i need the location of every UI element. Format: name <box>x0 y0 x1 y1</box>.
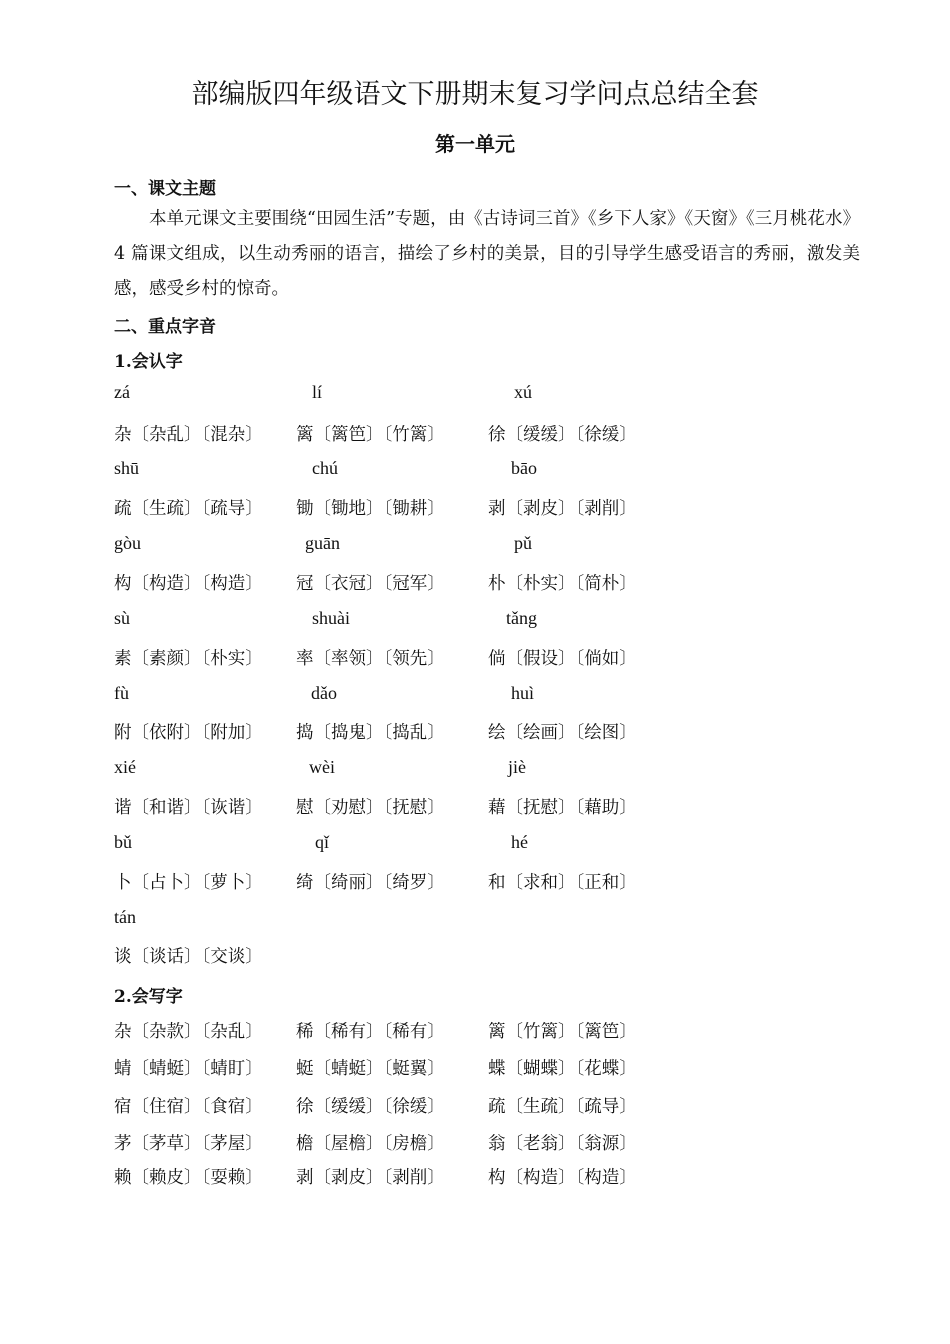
word-row <box>114 421 874 445</box>
word-entry: 杂〔杂款〕〔杂乱〕 <box>114 1022 263 1042</box>
word-entry: 绮〔绮丽〕〔绮罗〕 <box>296 873 445 893</box>
pinyin-row <box>114 907 874 931</box>
word-entry: 疏〔生疏〕〔疏导〕 <box>114 499 263 519</box>
word-entry: 素〔素颜〕〔朴实〕 <box>114 649 263 669</box>
word-entry: 倘〔假设〕〔倘如〕 <box>488 649 637 669</box>
word-entry: 谈〔谈话〕〔交谈〕 <box>114 947 263 967</box>
section-heading-pronunciation: 二、重点字音 <box>114 317 216 337</box>
pinyin: huì <box>511 683 535 703</box>
pinyin: pǔ <box>514 533 532 553</box>
pinyin: shuài <box>312 608 350 628</box>
word-row <box>114 719 874 743</box>
word-row <box>114 1018 874 1042</box>
word-entry: 慰〔劝慰〕〔抚慰〕 <box>296 798 445 818</box>
word-entry: 蝶〔蝴蝶〕〔花蝶〕 <box>488 1059 637 1079</box>
word-entry: 绘〔绘画〕〔绘图〕 <box>488 723 637 743</box>
unit-heading: 第一单元 <box>435 132 515 156</box>
subheading-recognize: 1.会认字 <box>114 352 183 372</box>
word-entry: 檐〔屋檐〕〔房檐〕 <box>296 1134 445 1154</box>
pinyin-row <box>114 832 874 856</box>
pinyin: zá <box>114 382 130 402</box>
pinyin-row <box>114 382 874 406</box>
word-entry: 构〔构造〕〔构造〕 <box>488 1168 637 1188</box>
word-entry: 朴〔朴实〕〔简朴〕 <box>488 574 637 594</box>
word-row <box>114 794 874 818</box>
word-entry: 篱〔竹篱〕〔篱笆〕 <box>488 1022 637 1042</box>
pinyin: qǐ <box>315 832 330 852</box>
word-entry: 构〔构造〕〔构造〕 <box>114 574 263 594</box>
word-entry: 冠〔衣冠〕〔冠军〕 <box>296 574 445 594</box>
word-row <box>114 1055 874 1079</box>
document-title: 部编版四年级语文下册期末复习学问点总结全套 <box>191 79 759 110</box>
word-entry: 稀〔稀有〕〔稀有〕 <box>296 1022 445 1042</box>
pinyin-row <box>114 757 874 781</box>
theme-paragraph: 本单元课文主要围绕“田园生活”专题，由《古诗词三首》《乡下人家》《天窗》《三月桃花水》4 篇课文组成，以生动秀丽的语言，描绘了乡村的美景，目的引导学生感受语言的秀丽，激发美感，感受乡村的惊奇。 <box>114 209 860 299</box>
pinyin: dǎo <box>311 683 337 703</box>
word-row <box>114 495 874 519</box>
word-row <box>114 645 874 669</box>
word-entry: 剥〔剥皮〕〔剥削〕 <box>296 1168 445 1188</box>
word-entry: 藉〔抚慰〕〔藉助〕 <box>488 798 637 818</box>
word-entry: 蜓〔蜻蜓〕〔蜓翼〕 <box>296 1059 445 1079</box>
pinyin-row <box>114 458 874 482</box>
pinyin: tán <box>114 907 136 927</box>
word-entry: 附〔依附〕〔附加〕 <box>114 723 263 743</box>
pinyin: sù <box>114 608 131 628</box>
pinyin: bǔ <box>114 832 132 852</box>
word-entry: 徐〔缓缓〕〔徐缓〕 <box>296 1097 445 1117</box>
pinyin: xié <box>114 757 136 777</box>
word-entry: 卜〔占卜〕〔萝卜〕 <box>114 873 263 893</box>
word-entry: 赖〔赖皮〕〔耍赖〕 <box>114 1168 263 1188</box>
word-entry: 和〔求和〕〔正和〕 <box>488 873 637 893</box>
pinyin: guān <box>305 533 340 553</box>
word-row <box>114 869 874 893</box>
word-entry: 谐〔和谐〕〔诙谐〕 <box>114 798 263 818</box>
word-entry: 率〔率领〕〔领先〕 <box>296 649 445 669</box>
word-entry: 疏〔生疏〕〔疏导〕 <box>488 1097 637 1117</box>
pinyin: jiè <box>508 757 526 777</box>
pinyin: chú <box>312 458 338 478</box>
word-entry: 宿〔住宿〕〔食宿〕 <box>114 1097 263 1117</box>
pinyin: gòu <box>114 533 141 553</box>
word-row <box>114 1130 874 1154</box>
pinyin: xú <box>514 382 532 402</box>
word-row <box>114 943 874 967</box>
pinyin: bāo <box>511 458 537 478</box>
subheading-write: 2.会写字 <box>114 987 183 1007</box>
word-entry: 杂〔杂乱〕〔混杂〕 <box>114 425 263 445</box>
pinyin-row <box>114 533 874 557</box>
pinyin: wèi <box>309 757 335 777</box>
pinyin: fù <box>114 683 129 703</box>
pinyin: shū <box>114 458 140 478</box>
word-row <box>114 1093 874 1117</box>
word-row <box>114 1164 874 1188</box>
word-entry: 茅〔茅草〕〔茅屋〕 <box>114 1134 263 1154</box>
word-entry: 蜻〔蜻蜓〕〔蜻盯〕 <box>114 1059 263 1079</box>
word-entry: 徐〔缓缓〕〔徐缓〕 <box>488 425 637 445</box>
word-entry: 篱〔篱笆〕〔竹篱〕 <box>296 425 445 445</box>
word-entry: 翁〔老翁〕〔翁源〕 <box>488 1134 637 1154</box>
pinyin: hé <box>511 832 528 852</box>
word-row <box>114 570 874 594</box>
section-heading-theme: 一、课文主题 <box>114 179 216 199</box>
pinyin-row <box>114 608 874 632</box>
pinyin-row <box>114 683 874 707</box>
word-entry: 捣〔捣鬼〕〔捣乱〕 <box>296 723 445 743</box>
pinyin: tǎng <box>506 608 537 628</box>
pinyin: lí <box>312 382 323 402</box>
word-entry: 锄〔锄地〕〔锄耕〕 <box>296 499 445 519</box>
word-entry: 剥〔剥皮〕〔剥削〕 <box>488 499 637 519</box>
